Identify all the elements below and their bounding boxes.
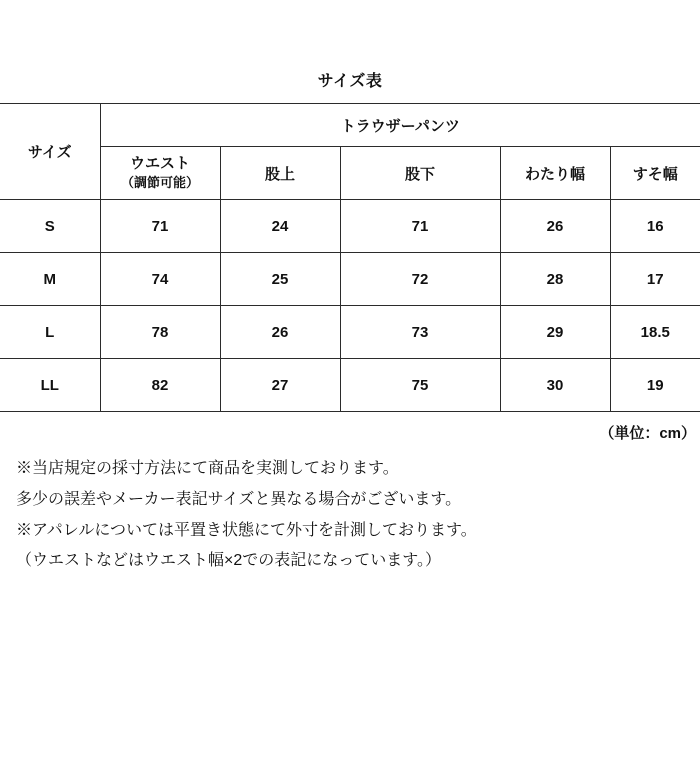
cell-inseam: 71 bbox=[340, 200, 500, 253]
row-size-label: M bbox=[0, 253, 100, 306]
cell-inseam: 72 bbox=[340, 253, 500, 306]
header-hem-width: すそ幅 bbox=[610, 147, 700, 200]
table-row bbox=[0, 253, 700, 306]
table-body bbox=[0, 200, 700, 412]
cell-thigh-width: 28 bbox=[500, 253, 610, 306]
note-line: （ウエストなどはウエスト幅×2での表記になっています。） bbox=[16, 552, 441, 570]
unit-note: （単位：cm） bbox=[599, 425, 696, 442]
header-rise: 股上 bbox=[220, 147, 340, 200]
cell-thigh-width: 29 bbox=[500, 306, 610, 359]
page-title: サイズ表 bbox=[317, 73, 383, 90]
note-line: ※当店規定の採寸方法にて商品を実測しております。 bbox=[16, 460, 399, 477]
row-size-label: LL bbox=[0, 359, 100, 412]
table-row bbox=[0, 306, 700, 359]
header-thigh-width: わたり幅 bbox=[500, 147, 610, 200]
size-table bbox=[0, 103, 700, 412]
header-waist-main: ウエスト bbox=[129, 155, 190, 173]
cell-thigh-width: 30 bbox=[500, 359, 610, 412]
cell-hem-width: 18.5 bbox=[610, 306, 700, 359]
row-size-label: L bbox=[0, 306, 100, 359]
cell-waist: 82 bbox=[100, 359, 220, 412]
note-line: 多少の誤差やメーカー表記サイズと異なる場合がございます。 bbox=[16, 490, 462, 508]
header-inseam: 股下 bbox=[340, 147, 500, 200]
cell-rise: 27 bbox=[220, 359, 340, 412]
row-size-label: S bbox=[0, 200, 100, 253]
size-chart-page bbox=[0, 68, 700, 768]
table-header-row-group bbox=[0, 104, 700, 147]
cell-waist: 78 bbox=[100, 306, 220, 359]
cell-hem-width: 19 bbox=[610, 359, 700, 412]
table-header-row-columns bbox=[0, 147, 700, 200]
header-waist bbox=[100, 147, 220, 200]
cell-inseam: 73 bbox=[340, 306, 500, 359]
note-line: ※アパレルについては平置き状態にて外寸を計測しております。 bbox=[16, 521, 477, 539]
header-waist-sub: （調節可能） bbox=[120, 175, 199, 191]
cell-rise: 25 bbox=[220, 253, 340, 306]
cell-hem-width: 17 bbox=[610, 253, 700, 306]
cell-waist: 71 bbox=[100, 200, 220, 253]
table-row bbox=[0, 200, 700, 253]
cell-inseam: 75 bbox=[340, 359, 500, 412]
notes-block bbox=[0, 457, 700, 574]
cell-thigh-width: 26 bbox=[500, 200, 610, 253]
header-size-label: サイズ bbox=[0, 104, 100, 200]
cell-waist: 74 bbox=[100, 253, 220, 306]
table-row bbox=[0, 359, 700, 412]
header-group-trousers: トラウザーパンツ bbox=[100, 104, 700, 147]
table-header bbox=[0, 104, 700, 200]
cell-rise: 26 bbox=[220, 306, 340, 359]
cell-rise: 24 bbox=[220, 200, 340, 253]
cell-hem-width: 16 bbox=[610, 200, 700, 253]
